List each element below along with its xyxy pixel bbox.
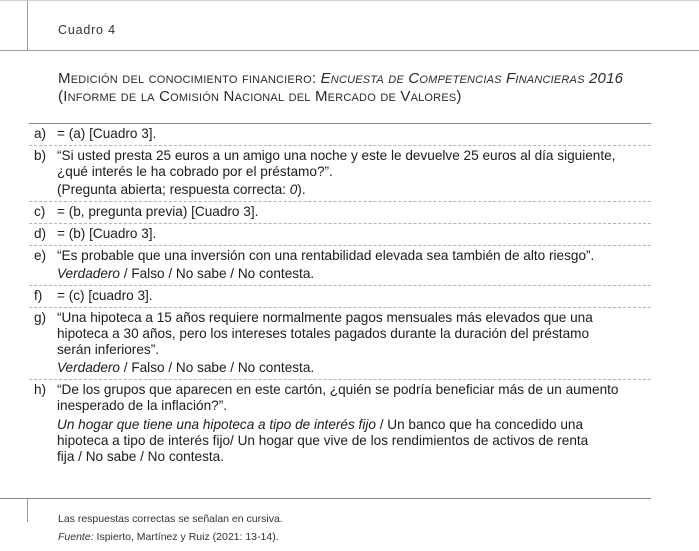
answer-line: fija / No sabe / No contesta. (57, 449, 224, 464)
item-text: = (b, pregunta previa) [Cuadro 3]. (57, 204, 259, 219)
list-item-b (29, 146, 651, 202)
answer-line: hipoteca a tipo de interés fijo/ Un hogar que vive de los rendimientos de activos de renta (57, 433, 589, 448)
answer-line (57, 266, 651, 282)
correct-answer: Verdadero (57, 360, 120, 375)
list-item-g (29, 308, 651, 380)
source-label: Fuente: (58, 531, 94, 543)
item-text: = (b) [Cuadro 3]. (57, 226, 157, 241)
question-line: “Una hipoteca a 15 años requiere normalmente pagos mensuales más elevados que una (57, 310, 593, 325)
correct-answer: Verdadero (57, 266, 120, 281)
item-letter: a) (34, 126, 47, 141)
note-italic-correct: Las respuestas correctas se señalan en cursiva. (58, 513, 283, 525)
item-text: = (a) [Cuadro 3]. (57, 126, 157, 141)
question-line: inesperado de la inflación?”. (57, 398, 228, 413)
table-title (58, 70, 699, 106)
list-item-e (29, 246, 651, 286)
header-rule-top (0, 0, 699, 1)
items-list (29, 123, 651, 468)
title-survey-name: Encuesta de Competencias Financieras 2016 (320, 70, 624, 87)
question-line: “Es probable que una inversión con una rentabilidad elevada sea también de alto riesgo”. (57, 248, 595, 263)
answer-options: / Falso / No sabe / No contesta. (119, 266, 315, 281)
list-item-f (29, 286, 651, 308)
list-item-a (29, 123, 651, 146)
answer-options: / Falso / No sabe / No contesta. (119, 360, 315, 375)
item-letter: c) (34, 204, 46, 219)
title-main-text: Medición del conocimiento financiero: (58, 70, 321, 87)
correct-answer: Un hogar que tiene una hipoteca a tipo de interés fijo (57, 417, 376, 432)
title-line1 (58, 70, 623, 87)
list-item-d (29, 224, 651, 246)
question-line: hipoteca a 30 años, pero los intereses totales pagados durante la duración del préstamo (57, 326, 590, 341)
answer-line (57, 182, 651, 198)
title-line2: (Informe de la Comisión Nacional del Mercado de Valores) (58, 88, 462, 105)
answer-options: / Un banco que ha concedido una (375, 417, 584, 432)
question-line: “De los grupos que aparecen en este cartón, ¿quién se podría beneficiar más de un aumento (57, 382, 619, 397)
table-number-label: Cuadro 4 (58, 23, 116, 37)
item-letter: f) (34, 288, 43, 303)
item-letter: g) (34, 310, 47, 325)
item-letter: d) (34, 226, 47, 241)
table-notes (58, 510, 283, 546)
header-rule (0, 50, 699, 51)
item-text: = (c) [cuadro 3]. (57, 288, 153, 303)
question-line: ¿qué interés le ha cobrado por el préstamo?”. (57, 164, 333, 179)
item-letter: e) (34, 248, 47, 263)
footer-rule (0, 498, 651, 499)
list-item-h (29, 380, 651, 468)
source-note (58, 528, 283, 546)
answer-prefix: (Pregunta abierta; respuesta correcta: (57, 182, 290, 197)
question-line: serán inferiores”. (57, 342, 159, 357)
correct-answer: 0 (289, 182, 298, 197)
source-text: Ispierto, Martínez y Ruiz (2021: 13-14). (93, 531, 279, 543)
answer-line (57, 417, 651, 433)
left-vertical-rule-bottom (27, 498, 28, 522)
left-vertical-rule-top (27, 0, 28, 50)
question-line: “Si usted presta 25 euros a un amigo una noche y este le devuelve 25 euros al día siguiente, (57, 148, 616, 163)
list-item-c (29, 202, 651, 224)
answer-suffix: ). (297, 182, 306, 197)
item-letter: b) (34, 148, 47, 163)
item-letter: h) (34, 382, 47, 397)
answer-line (57, 360, 651, 376)
